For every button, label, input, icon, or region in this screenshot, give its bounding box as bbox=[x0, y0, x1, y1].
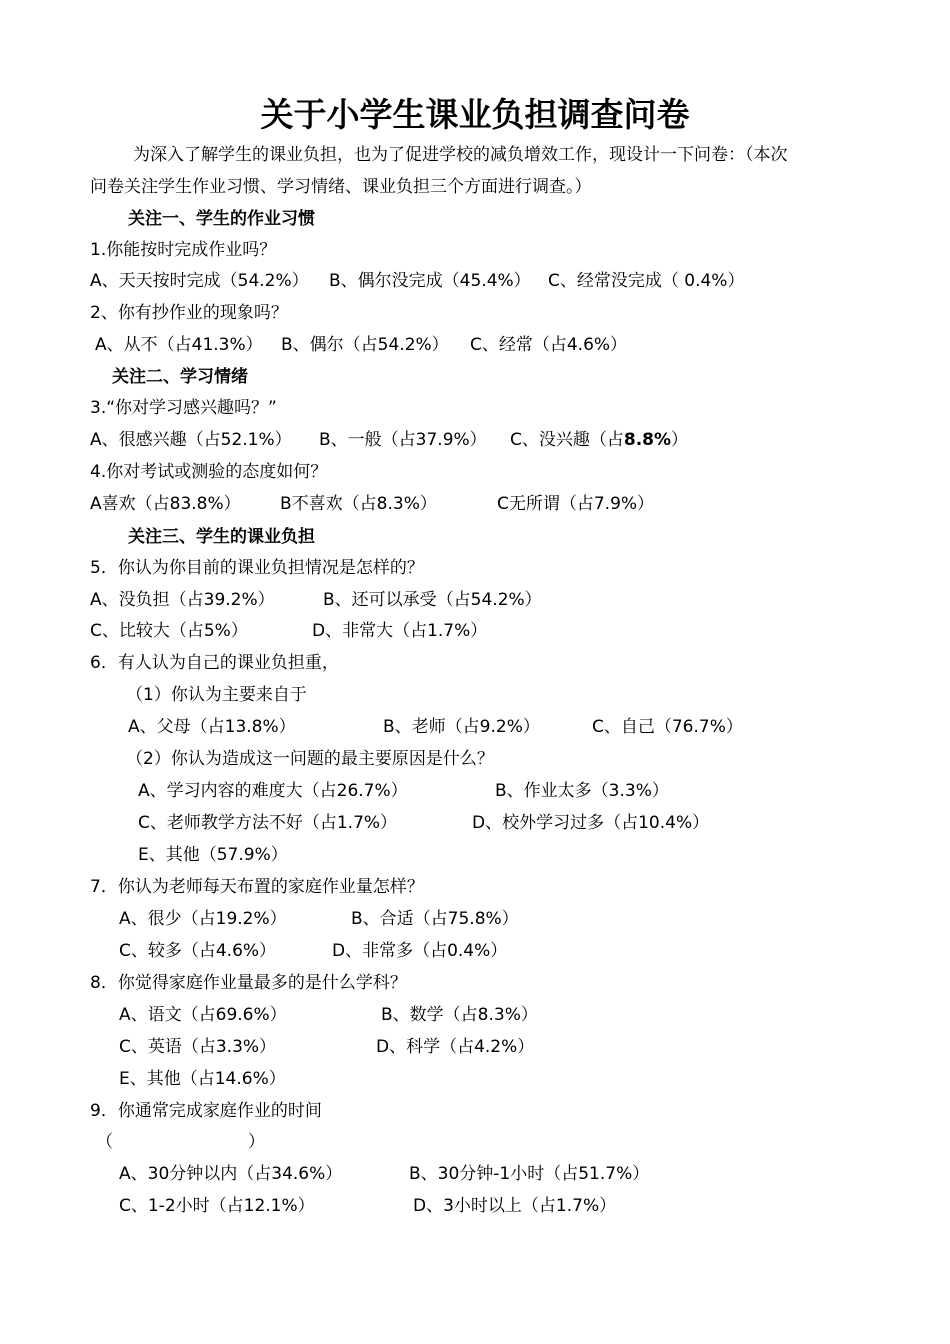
q2-option-a: A、从不（占41.3%） bbox=[95, 335, 263, 355]
q6-sub1-option-b: B、老师（占9.2%） bbox=[383, 717, 540, 737]
q3-option-c-prefix: C、没兴趣（占 bbox=[510, 430, 624, 450]
question-1: 1.你能按时完成作业吗？ bbox=[90, 240, 277, 260]
q8-option-e: E、其他（占14.6%） bbox=[119, 1069, 286, 1089]
question-5: 5．你认为你目前的课业负担情况是怎样的？ bbox=[90, 558, 424, 578]
q4-option-a: A喜欢（占83.8%） bbox=[90, 494, 241, 514]
q3-option-c bbox=[510, 429, 688, 451]
q7-option-a: A、很少（占19.2%） bbox=[119, 909, 287, 929]
q6-sub2-option-a: A、学习内容的难度大（占26.7%） bbox=[138, 781, 408, 801]
q4-option-c: C无所谓（占7.9%） bbox=[497, 494, 655, 514]
q6-sub2-option-d: D、校外学习过多（占10.4%） bbox=[472, 813, 710, 833]
q6-sub1-option-c: C、自己（76.7%） bbox=[592, 717, 743, 737]
q5-option-c: C、比较大（占5%） bbox=[90, 621, 248, 641]
q7-option-b: B、合适（占75.8%） bbox=[351, 909, 519, 929]
q6-sub1-option-a: A、父母（占13.8%） bbox=[128, 717, 296, 737]
q4-option-b: B不喜欢（占8.3%） bbox=[280, 494, 437, 514]
q7-option-d: D、非常多（占0.4%） bbox=[332, 941, 508, 961]
q3-option-b: B、一般（占37.9%） bbox=[319, 430, 487, 450]
question-2: 2、你有抄作业的现象吗？ bbox=[90, 303, 288, 323]
q9-option-a: A、30分钟以内（占34.6%） bbox=[119, 1164, 343, 1184]
question-9: 9．你通常完成家庭作业的时间 bbox=[90, 1101, 322, 1121]
q9-option-c: C、1-2小时（占12.1%） bbox=[119, 1196, 315, 1216]
section-heading-3: 关注三、学生的课业负担 bbox=[128, 527, 315, 547]
section-heading-2: 关注二、学习情绪 bbox=[112, 367, 248, 387]
q5-option-d: D、非常大（占1.7%） bbox=[312, 621, 488, 641]
question-8: 8．你觉得家庭作业量最多的是什么学科？ bbox=[90, 973, 407, 993]
q9-blank-close: ） bbox=[248, 1132, 265, 1152]
q1-option-c: C、经常没完成（ 0.4%） bbox=[548, 271, 745, 291]
q2-option-b: B、偶尔（占54.2%） bbox=[281, 335, 449, 355]
q9-option-d: D、3小时以上（占1.7%） bbox=[413, 1196, 617, 1216]
intro-line-1: 为深入了解学生的课业负担，也为了促进学校的减负增效工作，现设计一下问卷：（本次 bbox=[133, 145, 788, 165]
q8-option-d: D、科学（占4.2%） bbox=[376, 1037, 535, 1057]
q7-option-c: C、较多（占4.6%） bbox=[119, 941, 277, 961]
q5-option-b: B、还可以承受（占54.2%） bbox=[323, 590, 542, 610]
intro-line-2: 问卷关注学生作业习惯、学习情绪、课业负担三个方面进行调查。） bbox=[90, 177, 592, 197]
q6-sub2-option-e: E、其他（57.9%） bbox=[138, 845, 288, 865]
q5-option-a: A、没负担（占39.2%） bbox=[90, 590, 275, 610]
q8-option-c: C、英语（占3.3%） bbox=[119, 1037, 277, 1057]
page-title: 关于小学生课业负担调查问卷 bbox=[260, 95, 690, 134]
q2-option-c: C、经常（占4.6%） bbox=[470, 335, 628, 355]
q1-option-a: A、天天按时完成（54.2%） bbox=[90, 271, 309, 291]
q6-sub-question-2: （2）你认为造成这一问题的最主要原因是什么？ bbox=[126, 749, 494, 769]
q3-option-a: A、很感兴趣（占52.1%） bbox=[90, 430, 292, 450]
question-3: 3.“你对学习感兴趣吗？” bbox=[90, 398, 277, 418]
q9-option-b: B、30分钟-1小时（占51.7%） bbox=[409, 1164, 650, 1184]
q6-sub-question-1: （1）你认为主要来自于 bbox=[126, 685, 307, 705]
q6-sub2-option-b: B、作业太多（3.3%） bbox=[495, 781, 669, 801]
q6-sub2-option-c: C、老师教学方法不好（占1.7%） bbox=[138, 813, 398, 833]
q8-option-b: B、数学（占8.3%） bbox=[381, 1005, 538, 1025]
q3-option-c-value: 8.8% bbox=[623, 430, 672, 450]
q1-option-b: B、偶尔没完成（45.4%） bbox=[329, 271, 531, 291]
question-6: 6．有人认为自己的课业负担重， bbox=[90, 653, 339, 673]
q3-option-c-suffix: ） bbox=[671, 430, 689, 450]
question-4: 4.你对考试或测验的态度如何？ bbox=[90, 462, 328, 482]
q9-blank-open: （ bbox=[96, 1132, 113, 1152]
q8-option-a: A、语文（占69.6%） bbox=[119, 1005, 287, 1025]
question-7: 7．你认为老师每天布置的家庭作业量怎样？ bbox=[90, 877, 424, 897]
section-heading-1: 关注一、学生的作业习惯 bbox=[128, 209, 315, 229]
